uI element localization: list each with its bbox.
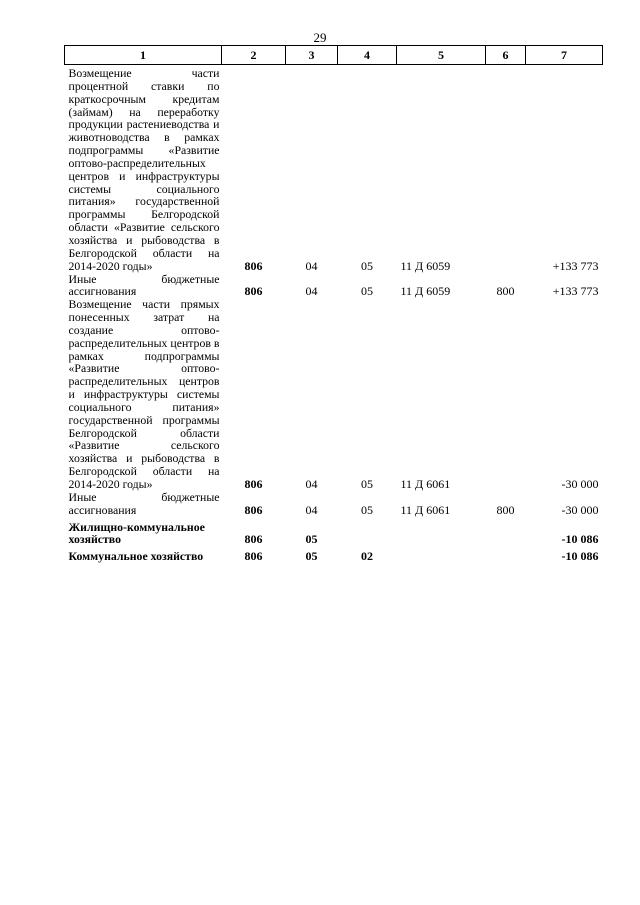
row-expense-type bbox=[486, 65, 526, 273]
row-target-article bbox=[397, 517, 486, 547]
row-section: 04 bbox=[305, 477, 318, 491]
row-name: Иные бюджетные ассигнования bbox=[68, 271, 220, 299]
row-expense-type bbox=[486, 517, 526, 547]
row-subsection: 05 bbox=[361, 284, 373, 299]
header-col-7: 7 bbox=[526, 46, 603, 65]
row-grbs: 806 bbox=[244, 532, 263, 547]
row-target-article: 11 Д 6061 bbox=[400, 477, 451, 491]
table-row bbox=[65, 273, 603, 299]
row-name: Возмещение части процентной ставки по краткосрочным кредитам (займам) на переработку продукции растениеводства и животноводства в рамках подпрограммы «Развитие оптово-распределительных центров и инфраструктуры системы социального питания» государственной программы Белгородской области «Развитие сельского хозяйства и рыбоводства в Белгородской области на 2014-2020 годы» bbox=[68, 66, 220, 273]
row-amount: +133 773 bbox=[552, 258, 599, 273]
row-expense-type: 800 bbox=[496, 284, 515, 299]
row-subsection: 05 bbox=[361, 502, 373, 517]
row-section: 05 bbox=[305, 549, 318, 564]
header-col-4: 4 bbox=[338, 46, 397, 65]
row-subsection: 05 bbox=[361, 477, 373, 491]
header-col-3: 3 bbox=[286, 46, 338, 65]
table-row bbox=[65, 491, 603, 517]
table-row bbox=[65, 65, 603, 273]
row-subsection bbox=[338, 517, 397, 547]
row-expense-type bbox=[486, 546, 526, 563]
header-col-2: 2 bbox=[222, 46, 286, 65]
row-grbs: 806 bbox=[244, 549, 263, 564]
row-expense-type: 800 bbox=[496, 502, 515, 517]
row-target-article: 11 Д 6059 bbox=[400, 284, 451, 299]
row-grbs: 806 bbox=[244, 477, 263, 491]
header-row bbox=[65, 46, 603, 65]
table-header bbox=[65, 46, 603, 65]
row-section: 04 bbox=[305, 258, 318, 273]
row-target-article: 11 Д 6059 bbox=[400, 258, 451, 273]
row-amount: -10 086 bbox=[561, 532, 599, 547]
row-amount: -10 086 bbox=[561, 549, 599, 564]
row-subsection: 05 bbox=[361, 258, 373, 273]
row-amount: +133 773 bbox=[552, 284, 599, 299]
page-number: 29 bbox=[313, 30, 327, 45]
row-section: 04 bbox=[305, 502, 318, 517]
header-col-1: 1 bbox=[65, 46, 222, 65]
table-row bbox=[65, 298, 603, 491]
row-grbs: 806 bbox=[244, 258, 263, 273]
row-subsection: 02 bbox=[361, 549, 373, 564]
budget-table bbox=[64, 45, 603, 563]
row-name: Иные бюджетные ассигнования bbox=[68, 489, 220, 517]
row-expense-type bbox=[486, 298, 526, 491]
table-row bbox=[65, 517, 603, 547]
header-col-6: 6 bbox=[486, 46, 526, 65]
row-target-article bbox=[397, 546, 486, 563]
row-section: 04 bbox=[305, 284, 318, 299]
row-amount: -30 000 bbox=[561, 477, 599, 491]
row-name: Коммунальное хозяйство bbox=[68, 549, 204, 564]
header-col-5: 5 bbox=[397, 46, 486, 65]
row-name: Жилищно-коммунальное хозяйство bbox=[68, 519, 205, 547]
table-row bbox=[65, 546, 603, 563]
row-target-article: 11 Д 6061 bbox=[400, 502, 451, 517]
row-name: Возмещение части прямых понесенных затрат на создание оптово-распределительных центров в рамках подпрограммы «Развитие оптово-распределительных центров и инфраструктуры системы социального питания» государственной программы Белгородской области «Развитие сельского хозяйства и рыбоводства в Белгородской области на 2014-2020 годы» bbox=[68, 297, 220, 491]
row-section: 05 bbox=[305, 532, 318, 547]
row-amount: -30 000 bbox=[561, 502, 599, 517]
row-grbs: 806 bbox=[244, 502, 263, 517]
row-grbs: 806 bbox=[244, 284, 263, 299]
